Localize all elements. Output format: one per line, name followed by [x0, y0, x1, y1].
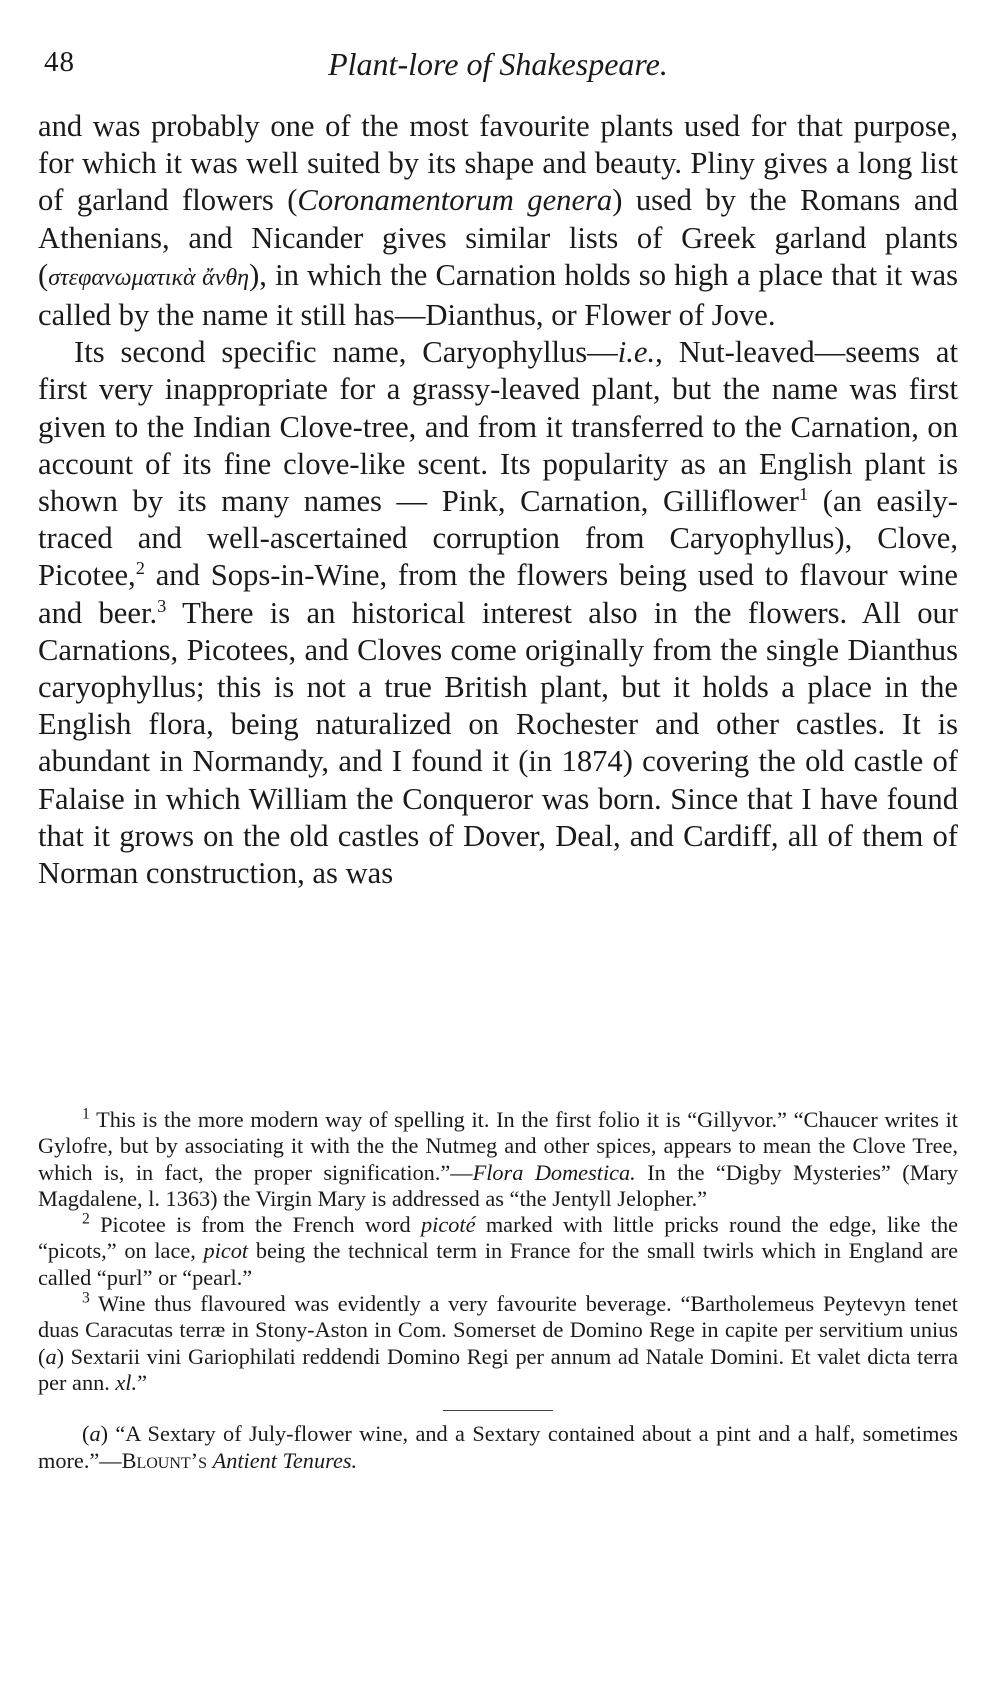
footnote-ref-1: 1 [798, 483, 809, 504]
latin-term: Coronamentorum genera [297, 183, 613, 218]
text-run: , Nut-leaved—seems at first very inappropriate for a grassy-leaved plant, but the name was first given to the Indian Clove-tree, and from it transferred to the Carnation, on account of its fine clove-like scent. Its popularity as an English plant is shown by its many names — Pink, Carnation, Gilliflower [38, 335, 958, 519]
footnote-ref-3: 3 [157, 595, 167, 616]
text-run: This is the more modern way of spelling it. In the first folio it is “Gillyvor.” “Chaucer writes it Gylofre, but by associating it with the the Nutmeg and other spices, appears to mean the Clove Tree, which is, in fact, the proper signification.”— [38, 1107, 958, 1185]
text-run: being the technical term in France for the small twirls which in England are called “purl” or “pearl.” [38, 1238, 958, 1290]
footnote-divider [443, 1410, 553, 1411]
running-title: Plant-lore of Shakespeare. [328, 46, 668, 82]
footnote-marker: 3 [82, 1289, 90, 1307]
italic-abbrev: i.e. [617, 335, 656, 370]
footnote-3 [38, 1291, 958, 1396]
text-run: marked with little pricks round the edge, like the “picots,” on lace, [38, 1212, 959, 1264]
footnote-marker: 1 [82, 1105, 90, 1123]
text-run: ” [137, 1369, 147, 1395]
italic-letter: a [45, 1343, 57, 1369]
greek-term: στεφανωματικὰ ἄνθη [48, 264, 250, 291]
text-run: and Sops-in-Wine, from the flowers being used to flavour wine and beer. [38, 558, 958, 630]
paragraph-2 [38, 334, 958, 892]
footnote-2 [38, 1212, 958, 1291]
text-run: Its second specific name, Caryophyllus— [74, 335, 618, 370]
text-run: ) Sextarii vini Gariophilati reddendi Domino Regi per annum ad Natale Domini. Et valet dicta terra per ann. [38, 1343, 958, 1395]
text-run: ( [82, 1421, 90, 1447]
text-run: ), in which the Carnation holds so high a place that it was called by the name it still has—Dianthus, or Flower of Jove. [38, 257, 959, 333]
italic-title: Antient Tenures. [212, 1447, 358, 1473]
text-run: Wine thus flavoured was evidently a very favourite beverage. “Bartholemeus Peytevyn tenet duas Caracutas terræ in Stony-Aston in Com. Somerset de Domino Rege in capite per servitium unius ( [38, 1291, 958, 1369]
sub-note-a [38, 1421, 958, 1474]
text-run: ) “A Sextary of July-flower wine, and a Sextary contained about a pint and a half, sometimes more.”— [38, 1421, 958, 1473]
text-run: ) used by the Romans and Athenians, and Nicander gives similar lists of Greek garland plants ( [38, 183, 959, 292]
italic-word: picoté [421, 1212, 476, 1238]
page-number: 48 [44, 46, 75, 78]
italic-letter: a [89, 1421, 101, 1447]
italic-word: picot [203, 1238, 249, 1264]
footnote-marker: 2 [82, 1210, 90, 1228]
italic-word: xl. [115, 1369, 138, 1395]
text-run: (an easily-traced and well-ascertained corruption from Caryophyllus), Clove, Picotee, [38, 484, 958, 593]
paragraph-1 [38, 108, 958, 334]
page-header [38, 46, 958, 86]
italic-title: Flora Domestica. [472, 1159, 636, 1185]
footnote-1 [38, 1107, 958, 1212]
text-run: There is an historical interest also in the flowers. All our Carnations, Picotees, and Cloves come originally from the single Dianthus caryophyllus; this is not a true British plant, but it holds a place in the English flora, being naturalized on Rochester and other castles. It is abundant in Normandy, and I found it (in 1874) covering the old castle of Falaise in which William the Conqueror was born. Since that I have found that it grows on the old castles of Dover, Deal, and Cardiff, all of them of Norman construction, as was [38, 595, 958, 891]
text-run: In the “Digby Mysteries” (Mary Magdalene, l. 1363) the Virgin Mary is addressed as “the Jentyll Jelopher.” [38, 1159, 958, 1211]
author-name: Blount’s [121, 1447, 207, 1473]
text-run: and was probably one of the most favourite plants used for that purpose, for which it was well suited by its shape and beauty. Pliny gives a long list of garland flowers ( [38, 109, 958, 218]
book-page [38, 0, 958, 1685]
footnotes [38, 1107, 958, 1474]
footnote-ref-2: 2 [135, 558, 145, 579]
main-text [38, 108, 958, 892]
text-run: Picotee is from the French word [89, 1212, 422, 1238]
